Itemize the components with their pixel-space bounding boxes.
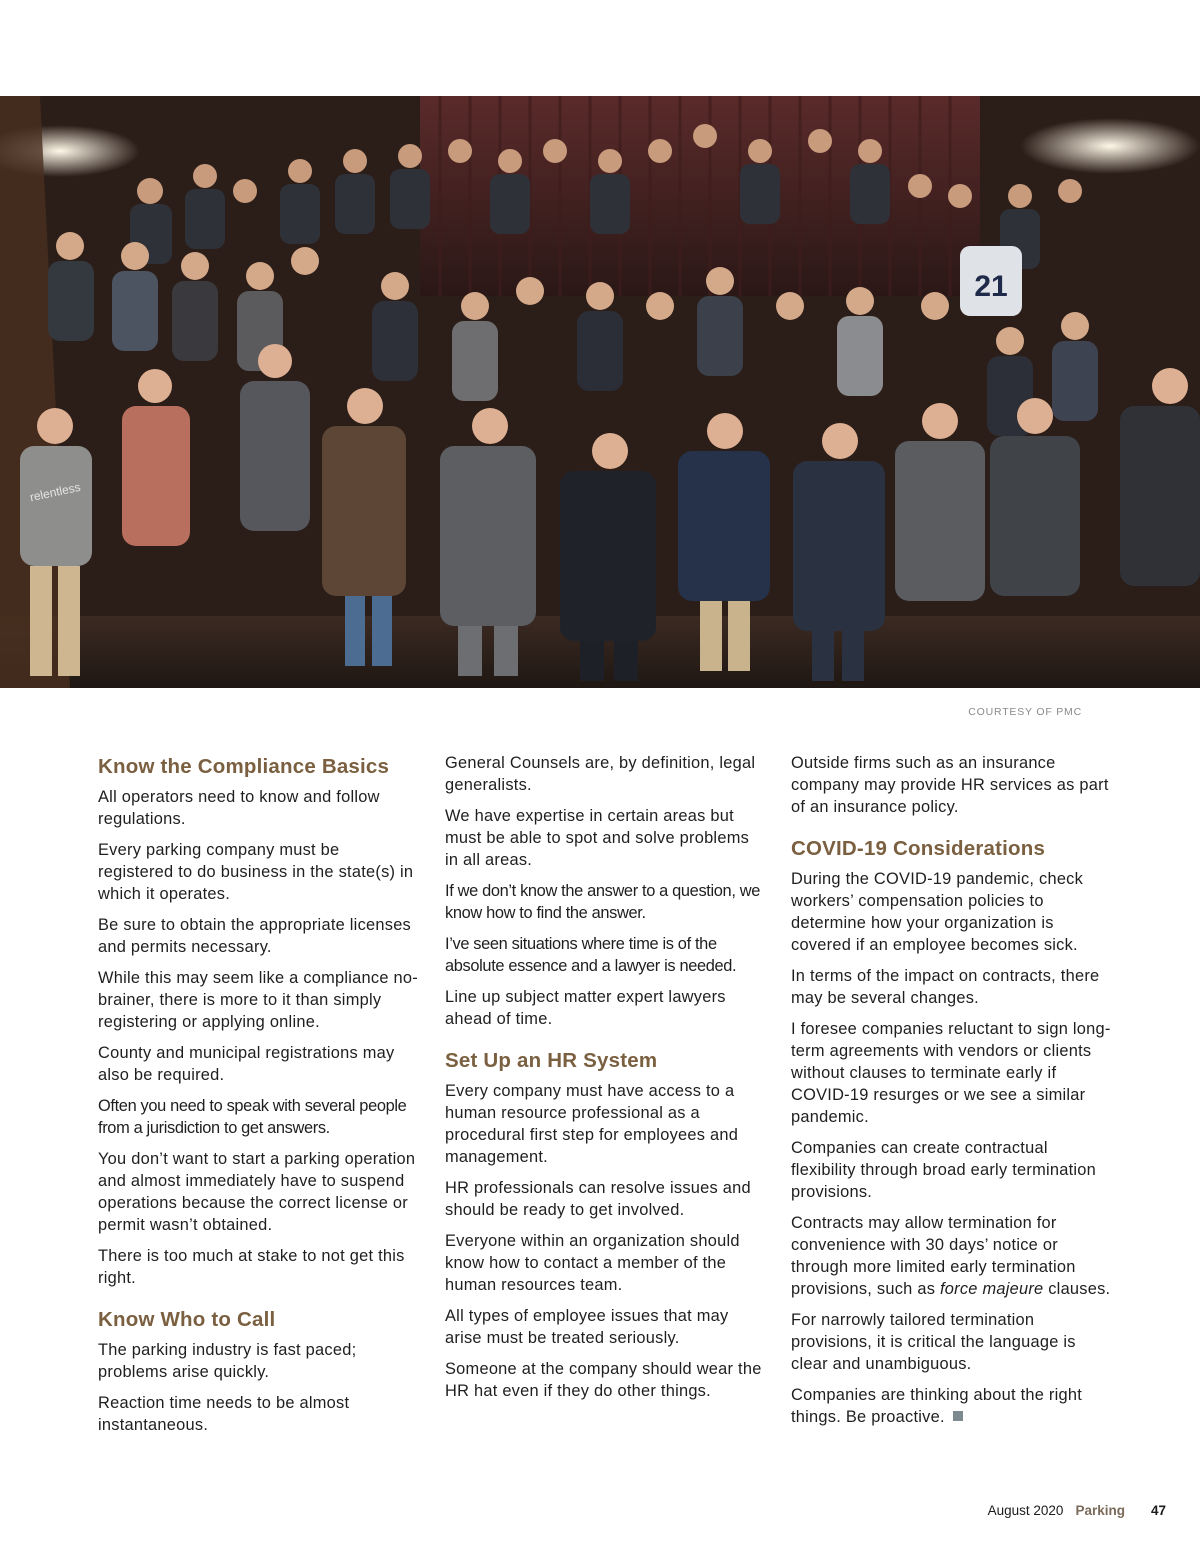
shirt-text: relentless [28, 479, 82, 505]
paragraph: You don’t want to start a parking operation and almost immediately have to suspend operations because the correct license or permit wasn’t obtained. [98, 1150, 416, 1234]
heading-compliance-basics: Know the Compliance Basics [98, 755, 390, 778]
paragraph: Someone at the company should wear the HR hat even if they do other things. [445, 1360, 762, 1400]
paragraph: Be sure to obtain the appropriate licenses and permits necessary. [98, 916, 412, 956]
paragraph: Companies can create contractual flexibility through broad early termination provisions. [791, 1139, 1097, 1201]
column-2 [445, 752, 765, 1411]
paragraph: The parking industry is fast paced; problems arise quickly. [98, 1341, 357, 1381]
paragraph: Line up subject matter expert lawyers ahead of time. [445, 988, 726, 1028]
paragraph-force-majeure [791, 1212, 1111, 1300]
paragraph: County and municipal registrations may also be required. [98, 1044, 395, 1084]
paragraph: In terms of the impact on contracts, there may be several changes. [791, 967, 1100, 1007]
paragraph: Outside firms such as an insurance company may provide HR services as part of an insurance policy. [791, 754, 1109, 816]
text-span: Companies are thinking about the right things. Be proactive. [791, 1386, 1083, 1426]
paragraph: Every company must have access to a human resource professional as a procedural first step for employees and management. [445, 1082, 739, 1166]
magazine-name: Parking [1075, 1503, 1125, 1518]
text-span: clauses. [1043, 1280, 1111, 1298]
paragraph: If we don’t know the answer to a question, we know how to find the answer. [445, 882, 760, 922]
jersey-number: 21 [974, 270, 1008, 303]
end-mark-icon [953, 1411, 963, 1421]
issue-date: August 2020 [987, 1503, 1064, 1518]
paragraph: I’ve seen situations where time is of the absolute essence and a lawyer is needed. [445, 935, 737, 975]
paragraph: During the COVID-19 pandemic, check workers’ compensation policies to determine how your organization is covered if an employee becomes sick. [791, 870, 1084, 954]
paragraph: Reaction time needs to be almost instantaneous. [98, 1394, 350, 1434]
paragraph: All operators need to know and follow regulations. [98, 788, 380, 828]
page-footer [988, 1503, 1166, 1518]
text-span: Contracts may allow termination for convenience with 30 days’ notice or through more limited early termination provisions, such as [791, 1214, 1076, 1298]
column-3 [791, 752, 1111, 1437]
paragraph: Everyone within an organization should know how to contact a member of the human resources team. [445, 1232, 740, 1294]
paragraph: We have expertise in certain areas but must be able to spot and solve problems in all areas. [445, 807, 750, 869]
paragraph: General Counsels are, by definition, legal generalists. [445, 754, 756, 794]
group-photo [0, 96, 1200, 688]
heading-know-who-to-call: Know Who to Call [98, 1308, 276, 1331]
paragraph: There is too much at stake to not get this right. [98, 1247, 405, 1287]
group-photo-illustration [0, 96, 1200, 688]
closing-paragraph [791, 1384, 1111, 1428]
photo-credit: COURTESY OF PMC [968, 706, 1082, 718]
paragraph: Often you need to speak with several people from a jurisdiction to get answers. [98, 1097, 407, 1137]
paragraph: HR professionals can resolve issues and should be ready to get involved. [445, 1179, 751, 1219]
paragraph: For narrowly tailored termination provisions, it is critical the language is clear and unambiguous. [791, 1311, 1076, 1373]
heading-hr-system: Set Up an HR System [445, 1049, 658, 1072]
column-1 [98, 752, 418, 1445]
paragraph: All types of employee issues that may arise must be treated seriously. [445, 1307, 729, 1347]
italic-term: force majeure [939, 1280, 1044, 1298]
paragraph: Every parking company must be registered to do business in the state(s) in which it operates. [98, 841, 414, 903]
heading-covid-considerations: COVID-19 Considerations [791, 837, 1046, 860]
paragraph: I foresee companies reluctant to sign long-term agreements with vendors or clients without clauses to terminate early if COVID-19 resurges or we see a similar pandemic. [791, 1020, 1111, 1126]
page-number: 47 [1150, 1503, 1166, 1518]
paragraph: While this may seem like a compliance no-brainer, there is more to it than simply registering or applying online. [98, 969, 418, 1031]
